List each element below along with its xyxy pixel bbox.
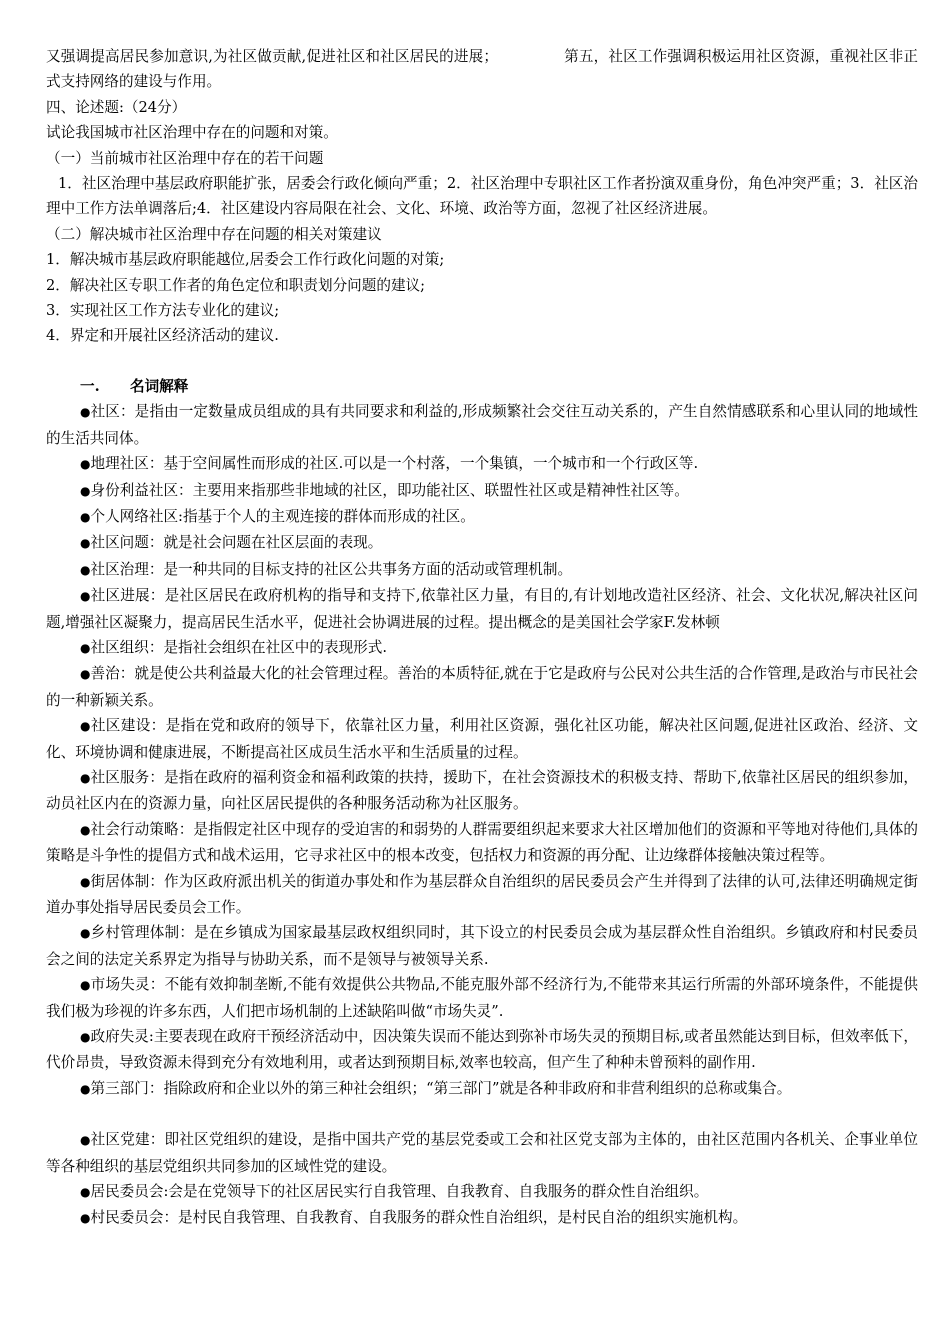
glossary-entry-text: 村民委员会：是村民自我管理、自我教育、自我服务的群众性自治组织，是村民自治的组织实施机构。 xyxy=(90,1209,748,1227)
glossary-entry xyxy=(46,557,918,583)
glossary-entry xyxy=(46,972,918,1024)
essay-question: 试论我国城市社区治理中存在的问题和对策。 xyxy=(46,124,338,142)
bullet-icon: ● xyxy=(80,1211,91,1226)
glossary-entry xyxy=(46,635,918,661)
bullet-icon: ● xyxy=(80,562,91,577)
intro-paragraph xyxy=(46,44,918,95)
glossary-entry xyxy=(46,1127,918,1179)
bullet-icon: ● xyxy=(80,405,91,420)
glossary-entry xyxy=(46,1205,918,1231)
glossary-entry xyxy=(46,478,918,504)
glossary-entry-text: 社区服务：是指在政府的福利资金和福利政策的扶持，援助下，在社会资源技术的积极支持、帮助下,依靠社区居民的组织参加，动员社区内在的资源力量，向社区居民提供的各种服务活动称为社区服务。 xyxy=(46,768,918,813)
glossary-title: 名词解释 xyxy=(130,377,189,395)
glossary-entry-text: 市场失灵：不能有效抑制垄断,不能有效提供公共物品,不能克服外部不经济行为,不能带来其运行所需的外部环境条件，不能提供我们极为珍视的许多东西，人们把市场机制的上述缺陷叫做“市场失灵”. xyxy=(46,976,918,1020)
glossary-entry xyxy=(46,1076,918,1102)
glossary-entry xyxy=(46,451,918,477)
bullet-icon: ● xyxy=(80,509,91,524)
glossary-entry-text: 社区治理：是一种共同的目标支持的社区公共事务方面的活动或管理机制。 xyxy=(90,560,573,578)
essay-part1-title: （一）当前城市社区治理中存在的若干问题 xyxy=(46,149,324,167)
bullet-icon: ● xyxy=(80,483,91,498)
glossary-entry xyxy=(46,530,918,556)
document-page xyxy=(46,44,918,1232)
glossary-entry xyxy=(46,583,918,635)
glossary-entry xyxy=(46,661,918,713)
glossary-entry-text: 身份利益社区：主要用来指那些非地域的社区，即功能社区、联盟性社区或是精神性社区等。 xyxy=(90,481,689,499)
spacer xyxy=(46,349,918,374)
point-five-text: 第五，社区工作强调积极运用社区资源，重视社区非正式支持网络的建设与作用。 xyxy=(46,48,918,91)
essay-part1-body: 1．社区治理中基层政府职能扩张，居委会行政化倾向严重；2．社区治理中专职社区工作者扮演双重身份，角色冲突严重；3．社区治理中工作方法单调落后;4．社区建设内容局限在社会、文化、环境、政治等方面，忽视了社区经济进展。 xyxy=(46,175,918,218)
glossary-entry xyxy=(46,1024,918,1076)
glossary-entry xyxy=(46,713,918,765)
essay-section-title: 四、论述题:（24分） xyxy=(46,98,187,116)
bullet-icon: ● xyxy=(80,640,91,655)
glossary-entry-text: 社区问题：就是社会问题在社区层面的表现。 xyxy=(90,534,383,552)
essay-part2-title: （二）解决城市社区治理中存在问题的相关对策建议 xyxy=(46,225,382,243)
bullet-icon: ● xyxy=(80,926,91,941)
glossary-list-continued xyxy=(46,1127,918,1232)
essay-part2-item: 3．实现社区工作方法专业化的建议; xyxy=(46,302,280,320)
bullet-icon: ● xyxy=(80,589,91,604)
glossary-entry-text: 政府失灵:主要表现在政府干预经济活动中，因决策失误而不能达到弥补市场失灵的预期目标,或者虽然能达到目标，但效率低下，代价昂贵，导致资源未得到充分有效地利用，或者达到预期目标,效率也较高，但产生了种种未曾预料的副作用. xyxy=(46,1028,918,1072)
glossary-entry xyxy=(46,817,918,869)
glossary-entry xyxy=(46,399,918,451)
glossary-entry-text: 第三部门：指除政府和企业以外的第三种社会组织；“第三部门”就是各种非政府和非营利组织的总称或集合。 xyxy=(90,1079,792,1097)
essay-part2-item: 4．界定和开展社区经济活动的建议. xyxy=(46,327,279,345)
glossary-number: 一. xyxy=(80,377,100,395)
spacer xyxy=(46,1102,918,1127)
bullet-icon: ● xyxy=(80,1133,91,1148)
bullet-icon: ● xyxy=(80,719,91,734)
glossary-entry-text: 居民委员会:会是在党领导下的社区居民实行自我管理、自我教育、自我服务的群众性自治组织。 xyxy=(90,1183,709,1201)
glossary-entry xyxy=(46,920,918,972)
bullet-icon: ● xyxy=(80,1081,91,1096)
bullet-icon: ● xyxy=(80,1185,91,1200)
bullet-icon: ● xyxy=(80,770,91,785)
glossary-entry-text: 社会行动策略：是指假定社区中现存的受迫害的和弱势的人群需要组织起来要求大社区增加他们的资源和平等地对待他们,具体的策略是斗争性的提倡方式和战术运用，它寻求社区中的根本改变，包括权力和资源的再分配、让边缘群体接触决策过程等。 xyxy=(46,820,918,865)
glossary-entry-text: 地理社区：基于空间属性而形成的社区.可以是一个村落，一个集镇，一个城市和一个行政区等. xyxy=(90,455,699,473)
glossary-entry-text: 社区党建：即社区党组织的建设，是指中国共产党的基层党委或工会和社区党支部为主体的，由社区范围内各机关、企事业单位等各种组织的基层党组织共同参加的区域性党的建设。 xyxy=(46,1131,918,1175)
bullet-icon: ● xyxy=(80,822,91,837)
bullet-icon: ● xyxy=(80,667,91,682)
essay-part2-item: 2．解决社区专职工作者的角色定位和职责划分问题的建议; xyxy=(46,276,426,294)
bullet-icon: ● xyxy=(80,457,91,472)
glossary-heading xyxy=(46,374,918,399)
bullet-icon: ● xyxy=(80,874,91,889)
glossary-entry xyxy=(46,869,918,921)
glossary-entry-text: 社区组织：是指社会组织在社区中的表现形式. xyxy=(90,638,388,656)
glossary-entry xyxy=(46,504,918,530)
glossary-entry-text: 社区进展：是社区居民在政府机构的指导和支持下,依靠社区力量，有目的,有计划地改造社区经济、社会、文化状况,解决社区问题,增强社区凝聚力，提高居民生活水平，促进社会协调进展的过程。提出概念的是美国社会学家F.发林顿 xyxy=(46,587,918,631)
glossary-entry xyxy=(46,765,918,817)
glossary-entry-text: 社区建设：是指在党和政府的领导下，依靠社区力量，利用社区资源，强化社区功能，解决社区问题,促进社区政治、经济、文化、环境协调和健康进展，不断提高社区成员生活水平和生活质量的过程。 xyxy=(46,717,918,761)
glossary-entry-text: 社区：是指由一定数量成员组成的具有共同要求和利益的,形成频繁社会交往互动关系的，产生自然情感联系和心里认同的地域性的生活共同体。 xyxy=(46,403,918,447)
glossary-entry-text: 个人网络社区:指基于个人的主观连接的群体而形成的社区。 xyxy=(90,507,475,525)
glossary-entry-text: 乡村管理体制：是在乡镇成为国家最基层政权组织同时，其下设立的村民委员会成为基层群众性自治组织。乡镇政府和村民委员会之间的法定关系界定为指导与协助关系，而不是领导与被领导关系. xyxy=(46,924,918,968)
bullet-icon: ● xyxy=(80,536,91,551)
bullet-icon: ● xyxy=(80,978,91,993)
intro-text: 又强调提高居民参加意识,为社区做贡献,促进社区和社区居民的进展； xyxy=(46,48,498,65)
essay-part2-item: 1．解决城市基层政府职能越位,居委会工作行政化问题的对策; xyxy=(46,251,445,269)
glossary-entry-text: 街居体制：作为区政府派出机关的街道办事处和作为基层群众自治组织的居民委员会产生并得到了法律的认可,法律还明确规定街道办事处指导居民委员会工作。 xyxy=(46,872,918,916)
bullet-icon: ● xyxy=(80,1030,91,1045)
glossary-list xyxy=(46,399,918,1102)
glossary-entry xyxy=(46,1179,918,1205)
glossary-entry-text: 善治：就是使公共利益最大化的社会管理过程。善治的本质特征,就在于它是政府与公民对公共生活的合作管理,是政治与市民社会的一种新颖关系。 xyxy=(46,665,918,709)
